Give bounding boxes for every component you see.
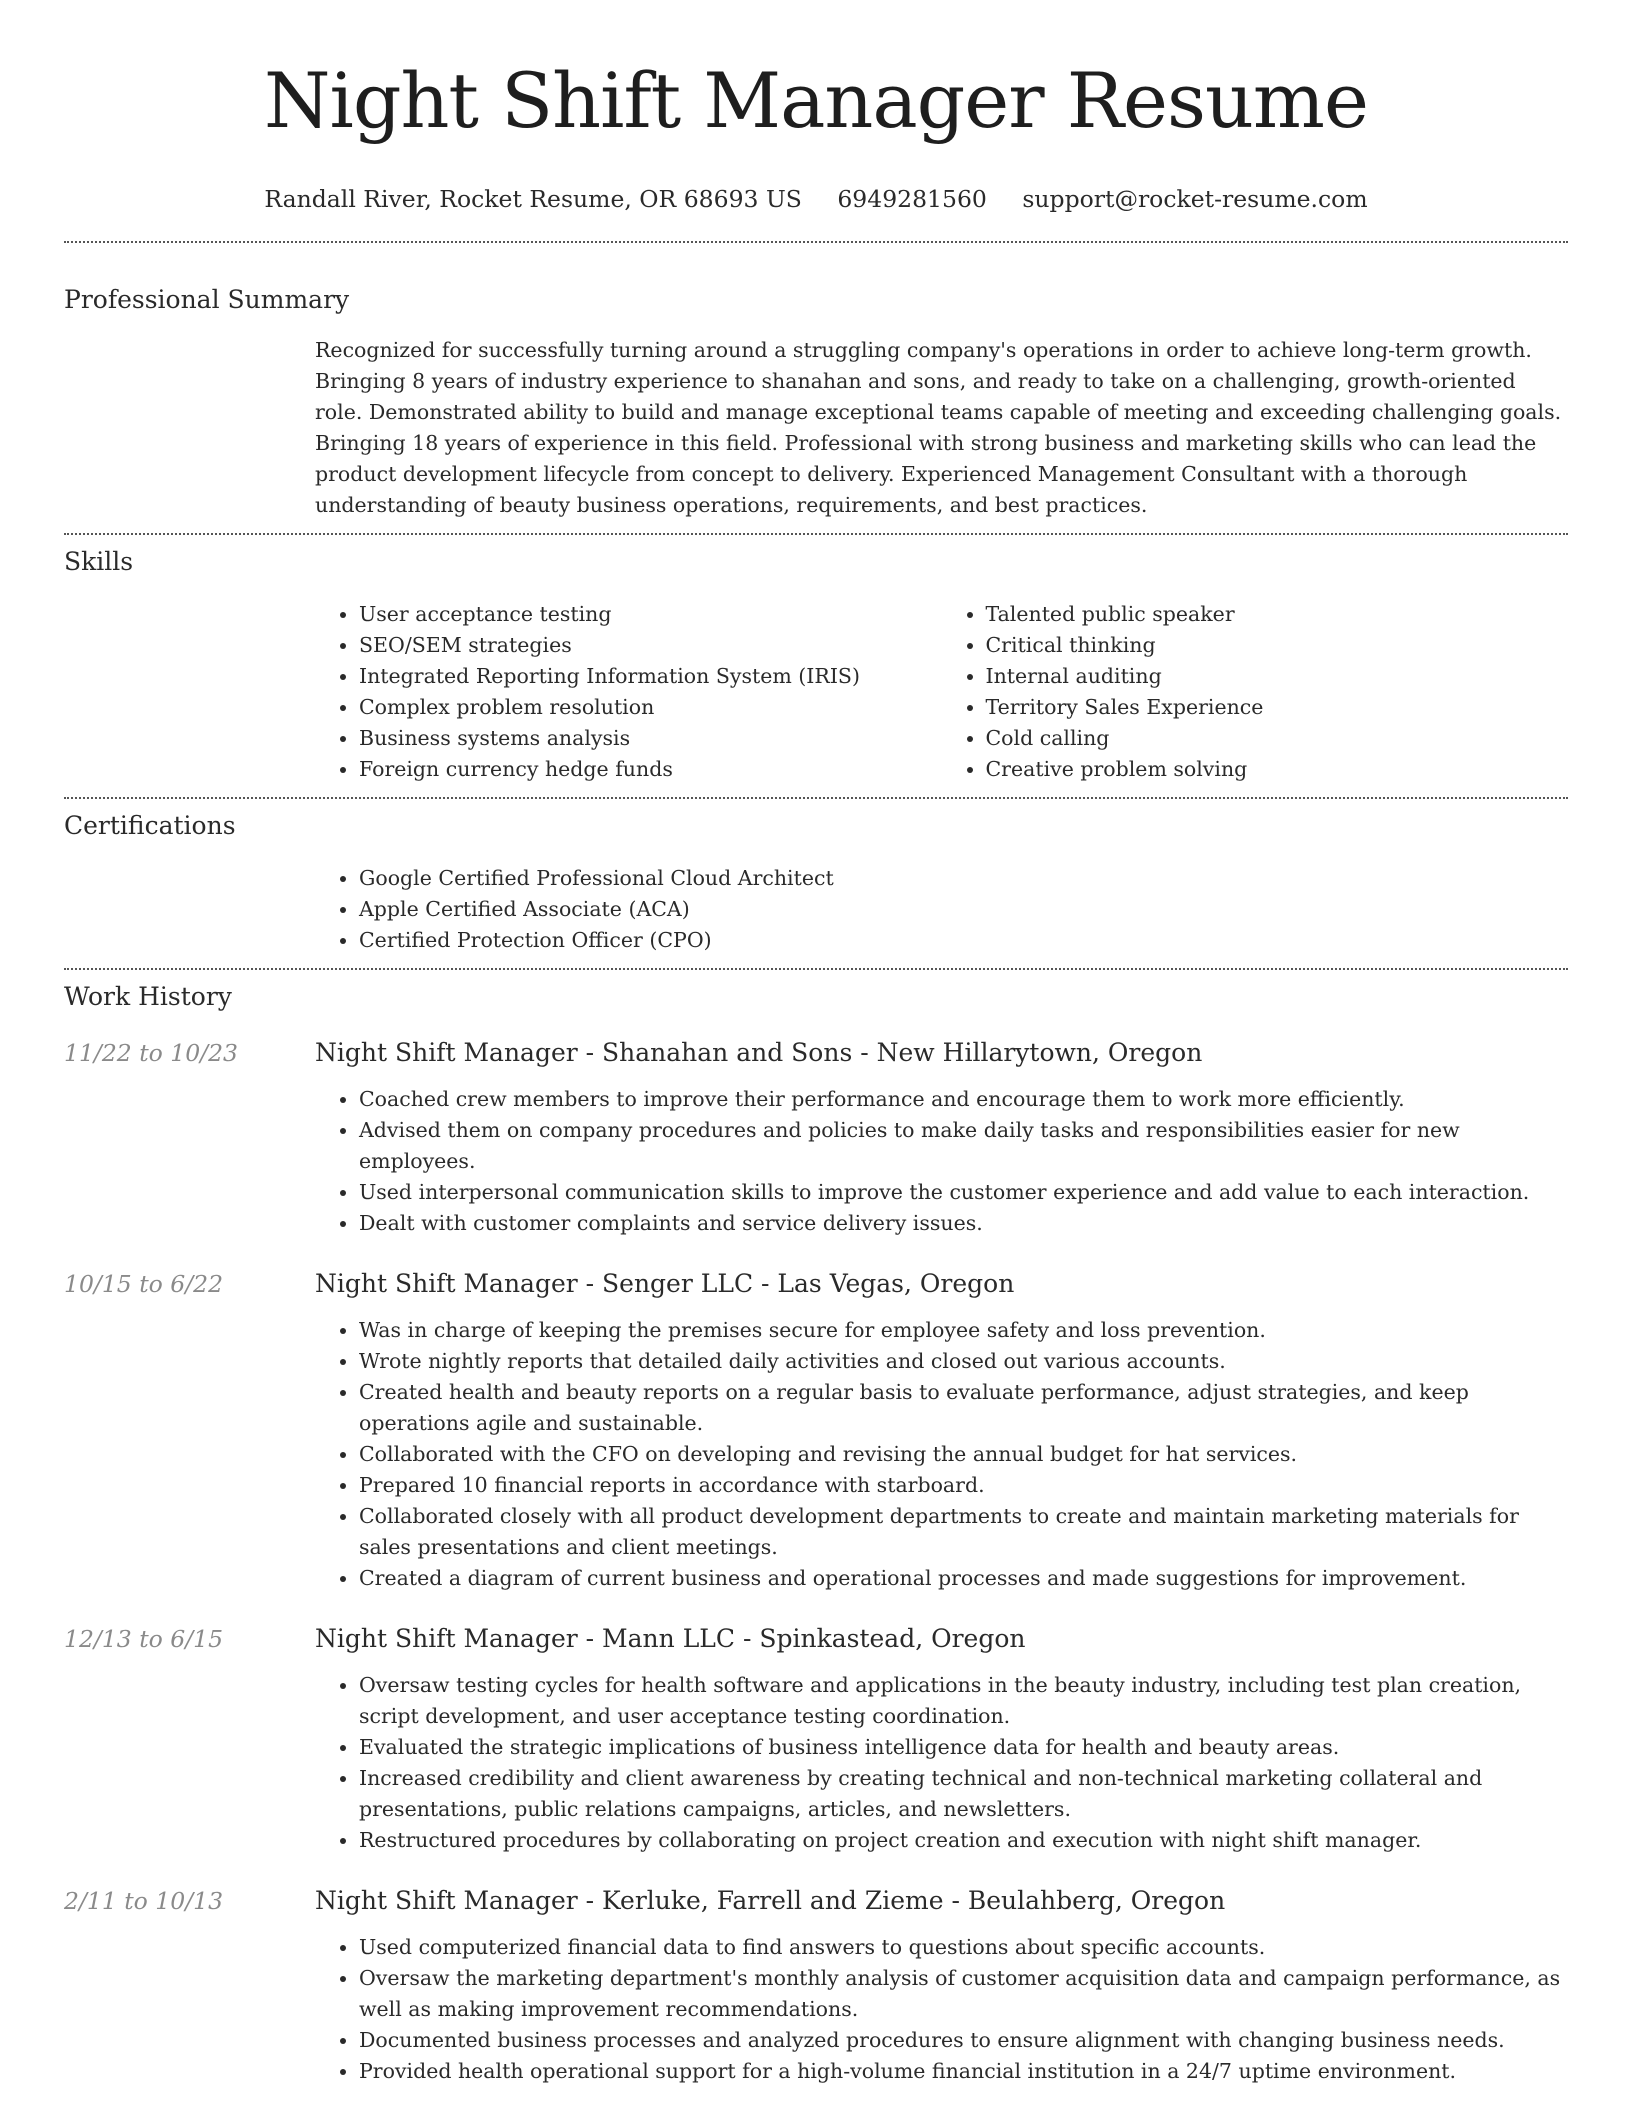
job-dates: 10/15 to 6/22 bbox=[64, 1270, 224, 1298]
skills-columns bbox=[315, 599, 1568, 785]
job-bullet: • Evaluated the strategic implications of business intelligence data for health and beauty areas. bbox=[359, 1732, 1568, 1763]
job-entry bbox=[64, 1267, 1568, 1594]
job-header bbox=[64, 1622, 1568, 1656]
job-entry bbox=[64, 1884, 1568, 2087]
skill-item: • Talented public speaker bbox=[986, 599, 1569, 630]
divider bbox=[64, 533, 1568, 535]
skill-item: • Internal auditing bbox=[986, 661, 1569, 692]
job-bullet: • Restructured procedures by collaborating on project creation and execution with night shift manager. bbox=[359, 1825, 1568, 1856]
page-title: Night Shift Manager Resume bbox=[264, 56, 1368, 145]
summary-content bbox=[315, 335, 1568, 521]
job-bullet: • Collaborated closely with all product development departments to create and maintain marketing materials for sales presentations and client meetings. bbox=[359, 1501, 1568, 1563]
job-bullet: • Prepared 10 financial reports in accordance with starboard. bbox=[359, 1470, 1568, 1501]
job-bullet: • Created health and beauty reports on a regular basis to evaluate performance, adjust strategies, and keep operations agile and sustainable. bbox=[359, 1377, 1568, 1439]
job-bullets bbox=[315, 1315, 1568, 1594]
job-entry bbox=[64, 1622, 1568, 1856]
skill-item: • SEO/SEM strategies bbox=[359, 630, 942, 661]
job-bullet: • Dealt with customer complaints and service delivery issues. bbox=[359, 1208, 1568, 1239]
job-bullet: • Oversaw the marketing department's monthly analysis of customer acquisition data and campaign performance, as well as making improvement recommendations. bbox=[359, 1963, 1568, 2025]
job-bullet: • Created a diagram of current business and operational processes and made suggestions for improvement. bbox=[359, 1563, 1568, 1594]
skill-item: • Complex problem resolution bbox=[359, 692, 942, 723]
job-bullet: • Increased credibility and client awareness by creating technical and non-technical marketing collateral and presentations, public relations campaigns, articles, and newsletters. bbox=[359, 1763, 1568, 1825]
job-bullet: • Used computerized financial data to find answers to questions about specific accounts. bbox=[359, 1932, 1568, 1963]
certification-item: • Google Certified Professional Cloud Architect bbox=[359, 863, 1568, 894]
job-bullet: • Wrote nightly reports that detailed daily activities and closed out various accounts. bbox=[359, 1346, 1568, 1377]
job-title: Night Shift Manager - Kerluke, Farrell and Zieme - Beulahberg, Oregon bbox=[315, 1886, 1226, 1915]
summary-text: Recognized for successfully turning around a struggling company's operations in order to achieve long-term growth. Bringing 8 years of industry experience to shanahan and sons, and ready to take on a challenging, growth-oriented role. Demonstrated ability to build and manage exceptional teams capable of meeting and exceeding challenging goals. Bringing 18 years of experience in this field. Professional with strong business and marketing skills who can lead the product development lifecycle from concept to delivery. Experienced Management Consultant with a thorough understanding of beauty business operations, requirements, and best practices. bbox=[315, 338, 1562, 517]
skills-section bbox=[0, 545, 1632, 785]
job-body bbox=[315, 1084, 1568, 1239]
skills-list-right bbox=[942, 599, 1569, 785]
work-history-section bbox=[0, 980, 1632, 2087]
summary-section bbox=[0, 283, 1632, 521]
section-title-work-history: Work History bbox=[64, 982, 232, 1011]
job-title: Night Shift Manager - Shanahan and Sons - New Hillarytown, Oregon bbox=[315, 1038, 1203, 1067]
job-entry bbox=[64, 1036, 1568, 1239]
section-title-summary: Professional Summary bbox=[64, 285, 350, 314]
job-bullet: • Provided health operational support for a high-volume financial institution in a 24/7 uptime environment. bbox=[359, 2056, 1568, 2087]
job-bullet: • Used interpersonal communication skills to improve the customer experience and add value to each interaction. bbox=[359, 1177, 1568, 1208]
job-bullet: • Advised them on company procedures and policies to make daily tasks and responsibilities easier for new employees. bbox=[359, 1115, 1568, 1177]
job-bullets bbox=[315, 1932, 1568, 2087]
job-bullet: • Collaborated with the CFO on developing and revising the annual budget for hat services. bbox=[359, 1439, 1568, 1470]
skill-item: • Creative problem solving bbox=[986, 754, 1569, 785]
job-header bbox=[64, 1884, 1568, 1918]
certification-item: • Certified Protection Officer (CPO) bbox=[359, 925, 1568, 956]
skill-item: • Integrated Reporting Information System (IRIS) bbox=[359, 661, 942, 692]
divider bbox=[64, 968, 1568, 970]
contact-phone: 6949281560 bbox=[837, 185, 987, 213]
certifications-list bbox=[315, 863, 1568, 956]
job-dates: 12/13 to 6/15 bbox=[64, 1625, 224, 1653]
job-bullet: • Oversaw testing cycles for health software and applications in the beauty industry, including test plan creation, script development, and user acceptance testing coordination. bbox=[359, 1670, 1568, 1732]
job-bullet: • Coached crew members to improve their performance and encourage them to work more efficiently. bbox=[359, 1084, 1568, 1115]
job-bullets bbox=[315, 1084, 1568, 1239]
job-title: Night Shift Manager - Senger LLC - Las Vegas, Oregon bbox=[315, 1269, 1015, 1298]
skill-item: • Territory Sales Experience bbox=[986, 692, 1569, 723]
divider bbox=[64, 241, 1568, 243]
contact-line bbox=[0, 184, 1632, 214]
job-title: Night Shift Manager - Mann LLC - Spinkastead, Oregon bbox=[315, 1624, 1026, 1653]
job-header bbox=[64, 1267, 1568, 1301]
job-bullet: • Documented business processes and analyzed procedures to ensure alignment with changing business needs. bbox=[359, 2025, 1568, 2056]
job-bullet: • Was in charge of keeping the premises secure for employee safety and loss prevention. bbox=[359, 1315, 1568, 1346]
skill-item: • Business systems analysis bbox=[359, 723, 942, 754]
job-dates: 2/11 to 10/13 bbox=[64, 1887, 224, 1915]
skills-list-left bbox=[315, 599, 942, 785]
contact-email[interactable]: support@rocket-resume.com bbox=[1022, 185, 1368, 213]
section-title-skills: Skills bbox=[64, 547, 134, 576]
skill-item: • User acceptance testing bbox=[359, 599, 942, 630]
job-header bbox=[64, 1036, 1568, 1070]
job-dates: 11/22 to 10/23 bbox=[64, 1039, 238, 1067]
skill-item: • Foreign currency hedge funds bbox=[359, 754, 942, 785]
skill-item: • Critical thinking bbox=[986, 630, 1569, 661]
job-body bbox=[315, 1932, 1568, 2087]
certifications-section bbox=[0, 809, 1632, 956]
job-bullets bbox=[315, 1670, 1568, 1856]
divider bbox=[64, 797, 1568, 799]
contact-address: Randall River, Rocket Resume, OR 68693 US bbox=[264, 185, 802, 213]
job-body bbox=[315, 1315, 1568, 1594]
certification-item: • Apple Certified Associate (ACA) bbox=[359, 894, 1568, 925]
job-body bbox=[315, 1670, 1568, 1856]
certifications-content bbox=[315, 863, 1568, 956]
section-title-certifications: Certifications bbox=[64, 811, 236, 840]
skill-item: • Cold calling bbox=[986, 723, 1569, 754]
